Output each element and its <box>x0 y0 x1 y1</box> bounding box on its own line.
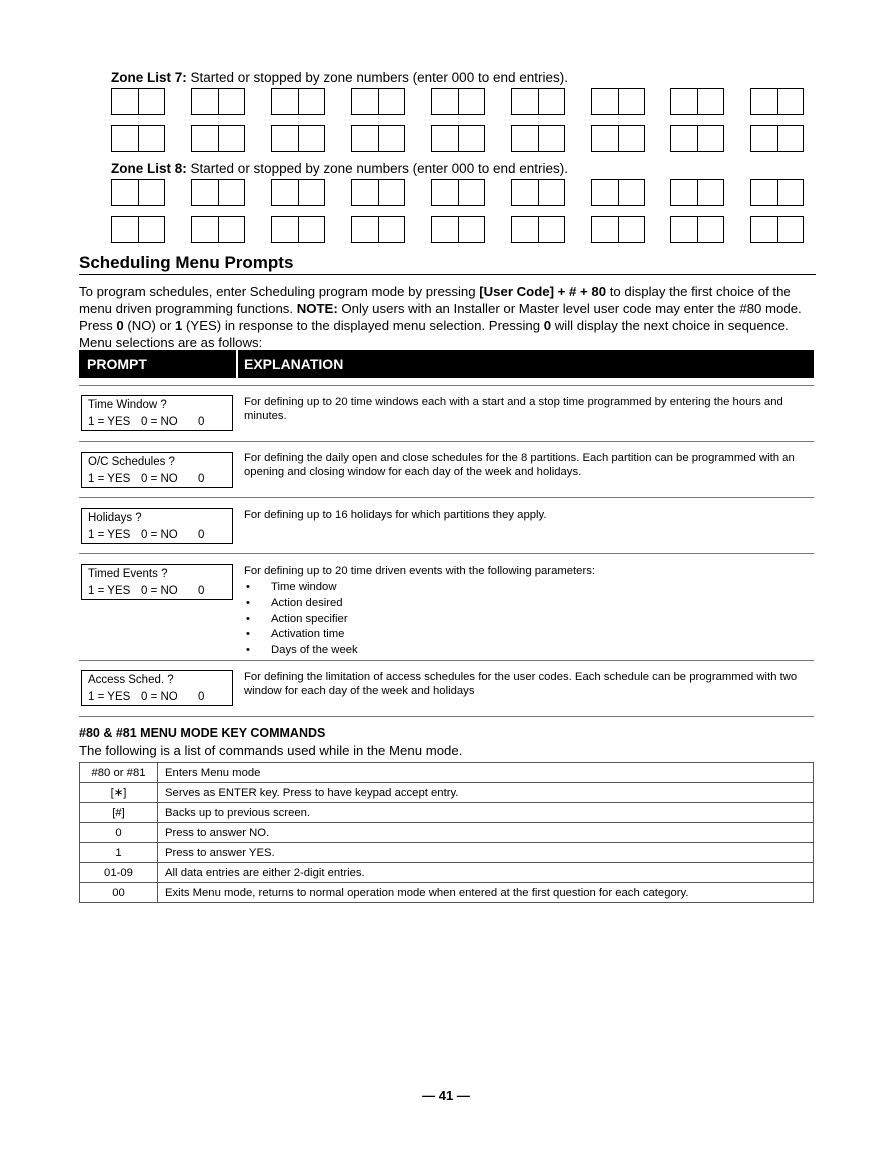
zone-list-heading <box>111 161 811 177</box>
prompt-value: 0 <box>198 473 205 485</box>
command-description: Serves as ENTER key. Press to have keypad accept entry. <box>158 783 814 803</box>
prompt-title: O/C Schedules ? <box>88 456 175 468</box>
command-key: 00 <box>80 883 158 903</box>
zone-entry-box <box>591 179 645 206</box>
commands-intro: The following is a list of commands used while in the Menu mode. <box>79 743 463 758</box>
zone-list-heading <box>111 70 811 86</box>
intro-note-label: NOTE: <box>296 301 338 316</box>
table-row <box>80 863 814 883</box>
zone-entry-box <box>351 179 405 206</box>
entry-box-row <box>111 179 811 207</box>
table-row <box>80 803 814 823</box>
prompt-explanation: For defining up to 16 holidays for which partitions they apply. <box>244 509 547 521</box>
intro-paragraph-2 <box>79 317 816 351</box>
table-row <box>80 783 814 803</box>
prompt-value: 0 <box>198 585 205 597</box>
command-key: [#] <box>80 803 158 823</box>
row-divider <box>79 553 814 554</box>
prompt-options <box>88 414 232 431</box>
zone-entry-box <box>271 125 325 152</box>
zone-entry-box <box>511 179 565 206</box>
zone-entry-box <box>431 125 485 152</box>
yes-option: 1 = YES <box>88 691 131 703</box>
prompt-options <box>88 689 232 706</box>
header-explanation: EXPLANATION <box>244 356 344 372</box>
prompt-display-holidays <box>81 508 233 544</box>
table-row <box>80 763 814 783</box>
prompt-title: Timed Events ? <box>88 568 168 580</box>
command-description: All data entries are either 2-digit entries. <box>158 863 814 883</box>
row-divider <box>79 497 814 498</box>
no-option: 0 = NO <box>141 691 178 703</box>
no-option: 0 = NO <box>141 473 178 485</box>
timed-events-parameter-list <box>244 580 358 659</box>
zone-entry-box <box>271 88 325 115</box>
intro-emphasis: 0 <box>116 318 124 333</box>
zone-entry-box <box>670 216 724 243</box>
row-divider <box>79 441 814 442</box>
entry-box-row <box>111 216 811 244</box>
command-key: #80 or #81 <box>80 763 158 783</box>
zone-entry-box <box>111 88 165 115</box>
zone-entry-box <box>511 125 565 152</box>
zone-entry-box <box>431 179 485 206</box>
row-divider <box>79 716 814 717</box>
zone-entry-box <box>191 125 245 152</box>
zone-entry-box <box>271 216 325 243</box>
prompt-explanation: For defining the limitation of access schedules for the user codes. Each schedule can be programmed with two window for each day of the week and holidays <box>244 671 798 697</box>
prompt-explanation: For defining up to 20 time driven events with the following parameters: <box>244 565 596 577</box>
zone-entry-box <box>591 88 645 115</box>
zone-list-text: Started or stopped by zone numbers (enter 000 to end entries). <box>190 70 569 85</box>
intro-text: (YES) in response to the displayed menu selection. Pressing <box>182 318 544 333</box>
list-item: • Time window <box>244 580 358 596</box>
prompt-display-access-sched <box>81 670 233 706</box>
prompt-options <box>88 527 232 544</box>
yes-option: 1 = YES <box>88 473 131 485</box>
list-item: • Activation time <box>244 627 358 643</box>
zone-entry-box <box>591 125 645 152</box>
row-divider <box>79 385 814 386</box>
zone-entry-box <box>351 216 405 243</box>
command-key: 0 <box>80 823 158 843</box>
prompt-title: Access Sched. ? <box>88 674 174 686</box>
entry-box-row <box>111 88 811 116</box>
yes-option: 1 = YES <box>88 529 131 541</box>
zone-entry-box <box>431 216 485 243</box>
zone-entry-box <box>191 88 245 115</box>
zone-entry-box <box>511 216 565 243</box>
commands-title: #80 & #81 MENU MODE KEY COMMANDS <box>79 726 326 740</box>
prompt-explanation: For defining up to 20 time windows each with a start and a stop time programmed by entering the hours and minutes. <box>244 396 783 422</box>
header-separator <box>236 350 238 378</box>
zone-entry-box <box>750 216 804 243</box>
intro-text: Press <box>79 318 117 333</box>
command-key: 1 <box>80 843 158 863</box>
commands-table <box>79 762 814 903</box>
prompt-title: Holidays ? <box>88 512 142 524</box>
zone-entry-box <box>351 125 405 152</box>
zone-entry-box <box>750 125 804 152</box>
prompt-options <box>88 471 232 488</box>
intro-text: To program schedules, enter Scheduling program mode by pressing <box>79 284 480 299</box>
intro-text: will display the next choice in sequence. Menu selections are as follows: <box>79 318 789 350</box>
title-divider <box>79 274 816 275</box>
zone-entry-box <box>111 179 165 206</box>
prompt-value: 0 <box>198 416 205 428</box>
intro-paragraph-1 <box>79 283 816 317</box>
table-row <box>80 843 814 863</box>
prompt-display-time-window <box>81 395 233 431</box>
no-option: 0 = NO <box>141 416 178 428</box>
no-option: 0 = NO <box>141 529 178 541</box>
zone-entry-box <box>191 179 245 206</box>
zone-entry-box <box>431 88 485 115</box>
zone-entry-box <box>670 88 724 115</box>
table-row <box>80 823 814 843</box>
zone-entry-box <box>670 179 724 206</box>
prompt-value: 0 <box>198 529 205 541</box>
prompt-display-oc-schedules <box>81 452 233 488</box>
list-item: • Action desired <box>244 596 358 612</box>
zone-entry-box <box>511 88 565 115</box>
intro-text: (NO) or <box>123 318 176 333</box>
command-description: Enters Menu mode <box>158 763 814 783</box>
row-divider <box>79 660 814 661</box>
command-key: 01-09 <box>80 863 158 883</box>
zone-entry-box <box>271 179 325 206</box>
command-key: [∗] <box>80 783 158 803</box>
zone-list-label: Zone List 7: <box>111 70 187 85</box>
zone-entry-box <box>111 216 165 243</box>
yes-option: 1 = YES <box>88 585 131 597</box>
list-item: • Action specifier <box>244 612 358 628</box>
zone-list-7 <box>111 70 811 153</box>
command-description: Press to answer NO. <box>158 823 814 843</box>
zone-entry-box <box>670 125 724 152</box>
prompt-display-timed-events <box>81 564 233 600</box>
header-prompt: PROMPT <box>87 356 147 372</box>
intro-text: to display the first choice of the menu driven programming functions. <box>79 284 791 316</box>
zone-entry-box <box>750 179 804 206</box>
zone-entry-box <box>591 216 645 243</box>
command-description: Press to answer YES. <box>158 843 814 863</box>
command-description: Exits Menu mode, returns to normal operation mode when entered at the first question for each category. <box>158 883 814 903</box>
command-description: Backs up to previous screen. <box>158 803 814 823</box>
page-number: — 41 — <box>422 1088 470 1103</box>
no-option: 0 = NO <box>141 585 178 597</box>
zone-list-8 <box>111 161 811 244</box>
zone-entry-box <box>750 88 804 115</box>
list-item: • Days of the week <box>244 643 358 659</box>
prompt-options <box>88 583 232 600</box>
prompt-table-header <box>79 350 814 378</box>
entry-box-row <box>111 125 811 153</box>
intro-emphasis: 1 <box>175 318 183 333</box>
zone-entry-box <box>111 125 165 152</box>
intro-text: Only users with an Installer or Master level user code may enter the #80 mode. <box>337 301 802 316</box>
table-row <box>80 883 814 903</box>
prompt-value: 0 <box>198 691 205 703</box>
prompt-title: Time Window ? <box>88 399 167 411</box>
zone-list-label: Zone List 8: <box>111 161 187 176</box>
intro-emphasis: [User Code] + # + 80 <box>479 284 607 299</box>
yes-option: 1 = YES <box>88 416 131 428</box>
section-title: Scheduling Menu Prompts <box>79 253 294 272</box>
zone-entry-box <box>191 216 245 243</box>
prompt-explanation: For defining the daily open and close schedules for the 8 partitions. Each partition can be programmed with an opening and closing window for each day of the week and holidays. <box>244 452 795 478</box>
intro-emphasis: 0 <box>543 318 552 333</box>
zone-list-text: Started or stopped by zone numbers (enter 000 to end entries). <box>190 161 569 176</box>
zone-entry-box <box>351 88 405 115</box>
